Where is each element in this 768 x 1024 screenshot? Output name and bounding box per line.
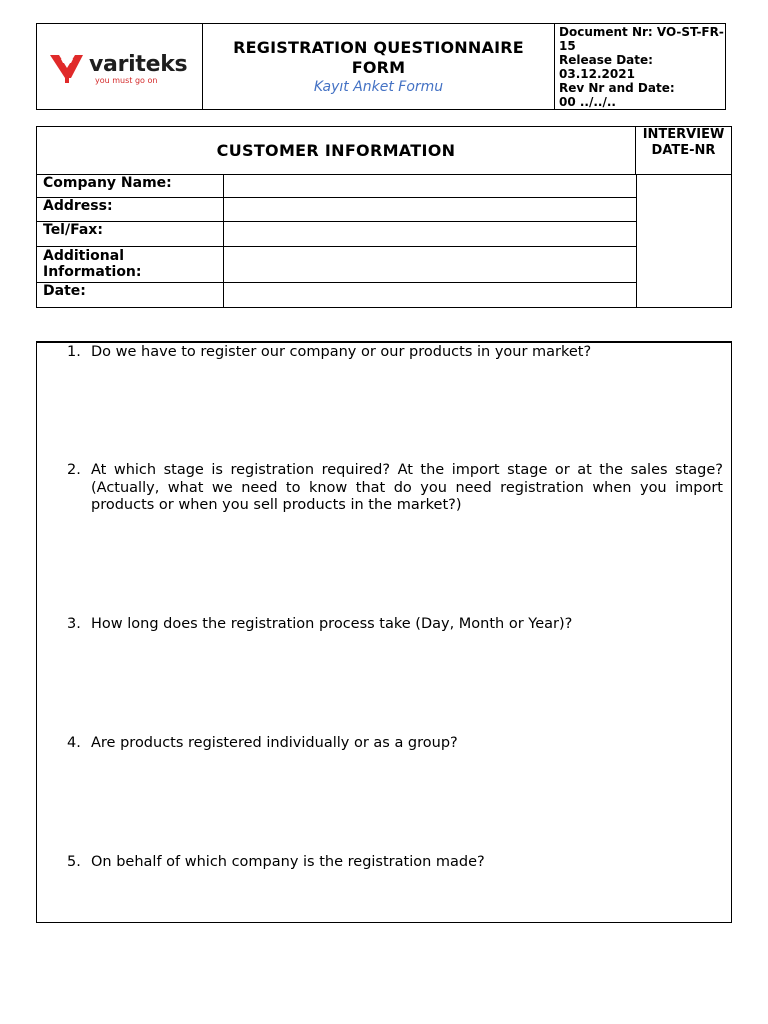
address-field[interactable]: [224, 198, 636, 221]
document-number: Document Nr: VO-ST-FR-15: [559, 25, 724, 53]
question-1: [67, 344, 723, 362]
questions-box: [36, 341, 732, 923]
question-3: [67, 616, 723, 634]
tel-fax-field[interactable]: [224, 222, 636, 246]
question-4-text: Are products registered individually or as a group?: [91, 735, 458, 751]
address-label: Address:: [37, 198, 224, 221]
customer-info-table: [36, 126, 732, 308]
revision-value: 00 ../../..: [559, 95, 616, 109]
revision-label: Rev Nr and Date:: [559, 81, 675, 95]
company-name-label: Company Name:: [37, 175, 224, 197]
logo-cell: [37, 24, 203, 109]
question-2: [67, 462, 723, 515]
address-row: [37, 198, 636, 222]
logo-tagline: you must go on: [95, 76, 158, 85]
variteks-logo: [49, 50, 191, 86]
document-meta: [555, 24, 725, 109]
date-field[interactable]: [224, 283, 636, 307]
question-1-text: Do we have to register our company or our products in your market?: [91, 344, 592, 360]
question-3-text: How long does the registration process take (Day, Month or Year)?: [91, 616, 573, 632]
date-label: Date:: [37, 283, 224, 307]
form-subtitle: Kayıt Anket Formu: [313, 79, 444, 95]
company-name-field[interactable]: [224, 175, 636, 197]
question-5-text: On behalf of which company is the registration made?: [91, 854, 485, 870]
customer-info-heading: CUSTOMER INFORMATION: [37, 127, 636, 175]
release-date: 03.12.2021: [559, 67, 635, 81]
interview-date-nr-header: INTERVIEW DATE-NR: [636, 127, 731, 175]
form-title-line1: REGISTRATION QUESTIONNAIRE: [233, 38, 524, 57]
form-title-line2: FORM: [351, 58, 406, 77]
document-header: [36, 23, 726, 110]
interview-column-divider: [636, 175, 637, 307]
title-cell: [203, 24, 555, 109]
date-row: [37, 283, 636, 307]
tel-fax-row: [37, 222, 636, 247]
question-2-number: 2.: [67, 462, 81, 478]
question-1-number: 1.: [67, 344, 81, 360]
question-5-number: 5.: [67, 854, 81, 870]
additional-info-row: [37, 247, 636, 283]
release-date-label: Release Date:: [559, 53, 653, 67]
company-name-row: [37, 175, 636, 198]
tel-fax-label: Tel/Fax:: [37, 222, 224, 246]
question-2-text: At which stage is registration required? At the import stage or at the sales stage? (Actually, what we need to know that do you need registration when you import products or when you sell products in the market?): [91, 462, 723, 513]
question-4-number: 4.: [67, 735, 81, 751]
additional-info-field[interactable]: [224, 247, 636, 282]
question-4: [67, 735, 723, 753]
logo-wordmark: variteks: [89, 52, 188, 77]
question-5: [67, 854, 723, 872]
additional-info-label: Additional Information:: [37, 247, 224, 282]
question-3-number: 3.: [67, 616, 81, 632]
variteks-mark-icon: [49, 50, 85, 84]
